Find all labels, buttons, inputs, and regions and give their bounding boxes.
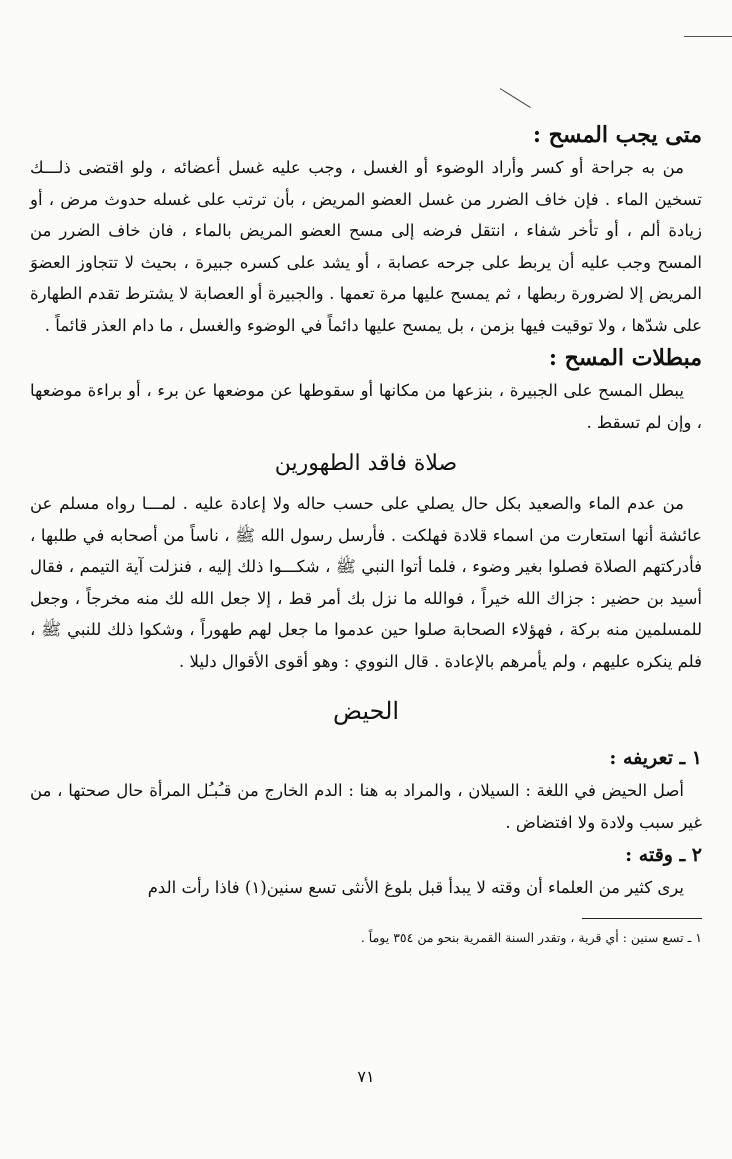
paragraph-mash-invalidators: يبطل المسح على الجبيرة ، بنزعها من مكانها أو سقوطها عن موضعها عن برء ، أو براءة موضعها ، وإن لم تسقط . — [30, 381, 702, 432]
footnote-divider — [582, 918, 702, 919]
subheading-definition: ١ ـ تعريفه : — [609, 747, 702, 769]
paragraph-salat-faqid: من عدم الماء والصعيد بكل حال يصلي على حسب حاله ولا إعادة عليه . لمـــا رواه مسلم عن عائشة أنها استعارت من اسماء قلادة فهلكت . فأرسل رسول الله ﷺ ، ناساً من أصحابه في طلبها ، فأدركتهم الصلاة فصلوا بغير وضوء ، فلما أتوا النبي ﷺ ، شكـــوا ذلك إليه ، فنزلت آية التيمم ، فقال أسيد بن حضير : جزاك الله خيراً ، فوالله ما نزل بك أمر قط ، إلا جعل الله لك منه مخرجاً ، وجعل للمسلمين منه بركة ، فهؤلاء الصحابة صلوا حين عدموا ما جعل لهم طهوراً ، وشكوا ذلك للنبي ﷺ ، فلم ينكره عليهم ، ولم يأمرهم بالإعادة . قال النووي : وهو أقوى الأقوال دليلا . — [30, 494, 702, 671]
heading-when-mash-required: متى يجب المسح : — [532, 122, 702, 148]
section-title-hayd: الحيض — [332, 697, 400, 725]
scan-corner-line — [684, 36, 732, 37]
scan-mark — [500, 88, 531, 108]
subheading-time: ٢ ـ وقته : — [625, 844, 702, 866]
paragraph-mash-rules: من به جراحة أو كسر وأراد الوضوء أو الغسل ، وجب عليه غسل أعضائه ، ولو اقتضى ذلـــك تسخين الماء . فإن خاف الضرر من غسل العضو المريض ، بأن ترتب على غسله حدوث مرض ، أو زيادة ألم ، أو تأخر شفاء ، انتقل فرضه إلى مسح العضو المريض بالماء ، فان خاف الضرر من المسح وجب عليه أن يربط على جرحه عصابة ، أو يشد على كسره جبيرة ، بحيث لا تتجاوز العضوَ المريض إلا لضرورة ربطها ، ثم يمسح عليها مرة تعمها . والجبيرة أو العصابة لا يشترط تقدم الطهارة على شدّها ، ولا توقيت فيها بزمن ، بل يمسح عليها دائماً في الوضوء والغسل ، ما دام العذر قائماً . — [30, 158, 702, 335]
footnote: ١ ـ تسع سنين : أي قرية ، وتقدر السنة القمرية بنحو من ٣٥٤ يوماً . — [360, 929, 702, 945]
page-number: ٧١ — [357, 1067, 375, 1086]
section-title-salat: صلاة فاقد الطهورين — [274, 451, 458, 476]
page-content — [30, 118, 702, 949]
heading-mash-invalidators: مبطلات المسح : — [548, 345, 702, 371]
paragraph-hayd-time: يرى كثير من العلماء أن وقته لا يبدأ قبل بلوغ الأنثى تسع سنين(١) فاذا رأت الدم — [147, 878, 684, 897]
paragraph-hayd-definition: أصل الحيض في اللغة : السيلان ، والمراد به هنا : الدم الخارج من قـُبـُل المرأة حال صحتها ، من غير سبب ولادة ولا افتضاض . — [30, 781, 702, 832]
